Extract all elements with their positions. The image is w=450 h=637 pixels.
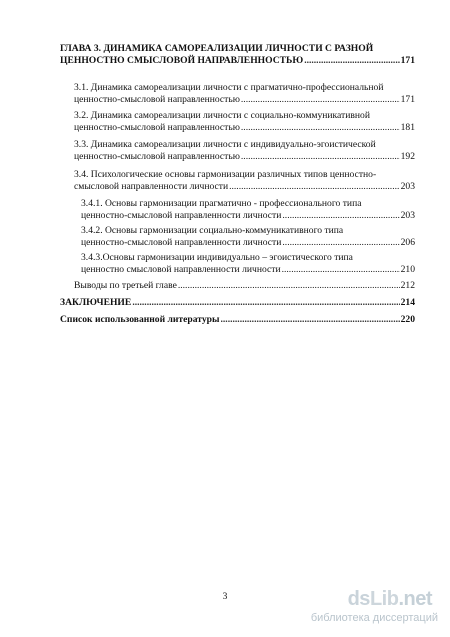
toc-item-title-line1: 3.4.2. Основы гармонизации социально-коммуникативного типа [81, 225, 344, 236]
toc-item-title-line2: ценностно-смысловой направленностью [74, 122, 240, 133]
dot-leader [241, 122, 400, 134]
page-number: 3 [222, 592, 228, 602]
dot-leader [178, 280, 400, 292]
toc-item-title-line2: ценностно-смысловой направленности личности [81, 210, 282, 221]
toc-item-title-line2: смысловой направленности личности [74, 181, 229, 192]
toc-item-title-line1: 3.2. Динамика самореализации личности с социально-коммуникативной [74, 110, 370, 121]
toc-item-chapter-3-conclusions[interactable] [74, 280, 415, 292]
toc-chapter-3[interactable] [60, 43, 415, 67]
toc-item-3-4-1[interactable] [81, 198, 415, 222]
toc-page-number: 220 [400, 314, 415, 325]
toc-item-title-line1: 3.4.3.Основы гармонизации индивидуально – эгоистического типа [81, 252, 353, 263]
toc-item-title-line1: 3.4. Психологические основы гармонизации различных типов ценностно- [74, 169, 377, 180]
dot-leader [132, 297, 399, 309]
toc-item-3-2[interactable] [74, 110, 415, 134]
dot-leader [241, 94, 400, 106]
toc-item-3-3[interactable] [74, 139, 415, 163]
toc-page-number: 203 [400, 181, 415, 192]
toc-conclusion-title: ЗАКЛЮЧЕНИЕ [60, 297, 132, 308]
toc-item-3-4-3[interactable] [81, 252, 415, 276]
toc-conclusion[interactable] [60, 297, 415, 309]
toc-item-3-4[interactable] [74, 169, 415, 193]
toc-item-title-line2: ценностно-смысловой направленностью [74, 94, 240, 105]
toc-references[interactable] [60, 314, 415, 326]
toc-references-title: Список использованной литературы [60, 314, 220, 325]
toc-page-number: 214 [400, 297, 415, 308]
dslib-logo: dsLib.net [347, 588, 432, 610]
toc-page-number: 171 [400, 94, 415, 105]
dot-leader [221, 314, 400, 326]
toc-page-number: 181 [400, 122, 415, 133]
toc-page-number: 210 [400, 264, 415, 275]
toc-chapter-3-title-line1: ГЛАВА 3. ДИНАМИКА САМОРЕАЛИЗАЦИИ ЛИЧНОСТИ С РАЗНОЙ [60, 43, 374, 54]
toc-item-3-1[interactable] [74, 82, 415, 106]
toc-item-title-line2: ценностно смысловой направленности личности [81, 264, 281, 275]
toc-item-title-line2: ценностно-смысловой направленности личности [81, 237, 282, 248]
dot-leader [282, 210, 399, 222]
dot-leader [229, 181, 400, 193]
toc-item-title-line1: 3.3. Динамика самореализации личности с индивидуально-эгоистической [74, 139, 376, 150]
toc-item-3-4-2[interactable] [81, 225, 415, 249]
toc-item-title-line1: 3.4.1. Основы гармонизации прагматично - профессионального типа [81, 198, 362, 209]
dslib-subtitle: библиотека диссертаций [310, 612, 438, 624]
dslib-watermark [288, 588, 438, 630]
toc-chapter-3-title-line2: ЦЕННОСТНО СМЫСЛОВОЙ НАПРАВЛЕННОСТЬЮ [60, 55, 304, 66]
toc-page-number: 206 [400, 237, 415, 248]
dot-leader [241, 151, 400, 163]
toc-page-number: 171 [400, 55, 415, 66]
toc-page-number: 192 [400, 151, 415, 162]
toc-item-title-line1: 3.1. Динамика самореализации личности с прагматично-профессиональной [74, 82, 384, 93]
toc-page-number: 203 [400, 210, 415, 221]
dot-leader [282, 237, 399, 249]
dot-leader [282, 264, 400, 276]
toc-page-number: 212 [400, 280, 415, 291]
toc-item-title-line2: ценностно-смысловой направленностью [74, 151, 240, 162]
dot-leader [304, 55, 399, 67]
toc-item-title: Выводы по третьей главе [74, 280, 177, 291]
